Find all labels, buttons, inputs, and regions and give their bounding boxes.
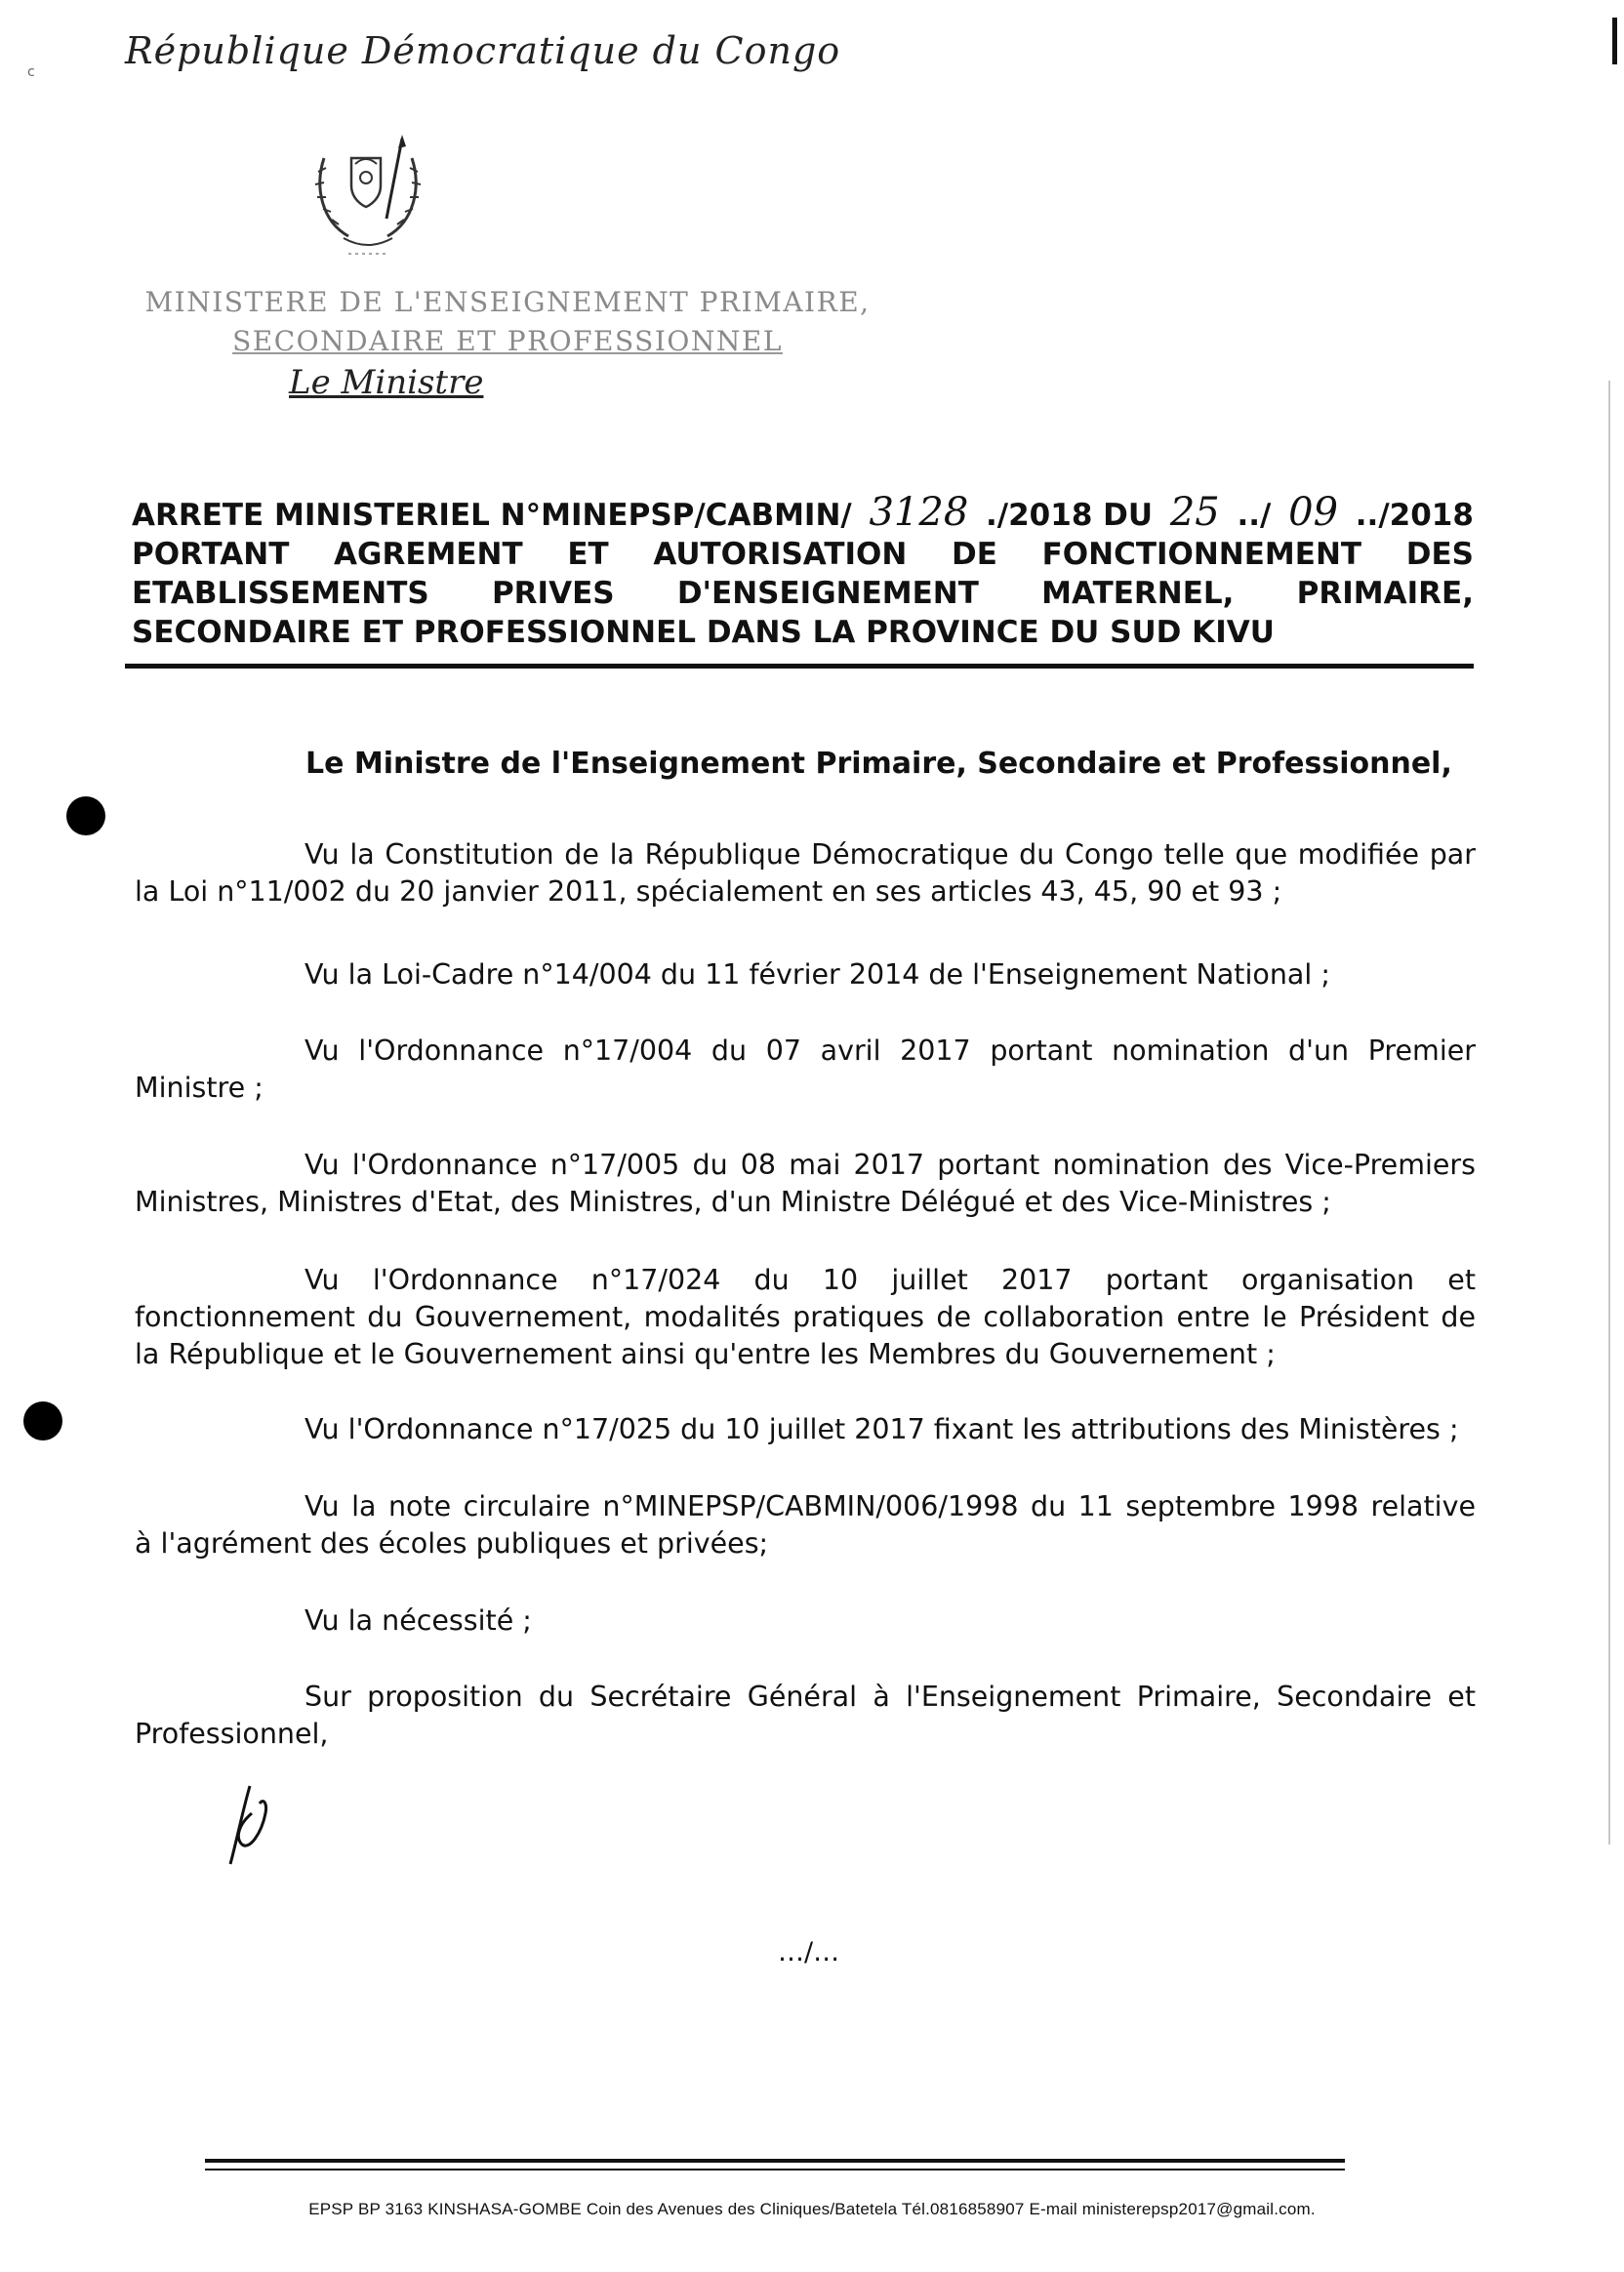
title-word: ETABLISSEMENTS [132, 576, 429, 611]
ministry-name-line-2: SECONDAIRE ET PROFESSIONNEL [232, 325, 783, 357]
coat-of-arms-emblem [304, 129, 431, 265]
minister-preamble: Le Ministre de l'Enseignement Primaire, Secondaire et Professionnel, [305, 747, 1452, 781]
visa-proposition [135, 1679, 1476, 1753]
visa-ordonnance-vice-premiers [135, 1147, 1476, 1221]
paragraph-line: Vu la note circulaire n°MINEPSP/CABMIN/006/1998 du 11 septembre 1998 relative [304, 1490, 1476, 1522]
title-word: AUTORISATION [653, 537, 908, 572]
decree-title [132, 490, 1474, 652]
title-line-3 [132, 574, 1474, 613]
scan-edge-line [1608, 381, 1610, 1845]
title-word: AGREMENT [334, 537, 523, 572]
title-word: ET [567, 537, 609, 572]
title-word: PORTANT [132, 537, 290, 572]
ref-year: ./2018 DU [986, 498, 1154, 533]
paragraph-line: la République et le Gouvernement ainsi qu'entre les Membres du Gouvernement ; [135, 1338, 1276, 1370]
visa-ordonnance-attributions [135, 1411, 1476, 1448]
paragraph-line: Vu l'Ordonnance n°17/005 du 08 mai 2017 portant nomination des Vice-Premiers [304, 1149, 1476, 1181]
paragraph-line: Ministres, Ministres d'Etat, des Ministres, d'un Ministre Délégué et des Vice-Ministres ; [135, 1186, 1331, 1218]
paragraph-line: Vu l'Ordonnance n°17/004 du 07 avril 2017 portant nomination d'un Premier [304, 1035, 1476, 1067]
paragraph-line: à l'agrément des écoles publiques et privées; [135, 1527, 769, 1560]
title-word: MATERNEL, [1041, 576, 1235, 611]
visa-ordonnance-premier-ministre [135, 1033, 1476, 1107]
ref-number-handwritten: 3128 [869, 490, 969, 535]
ministry-name [127, 283, 888, 361]
visa-ordonnance-gouvernement [135, 1262, 1476, 1373]
visa-necessite [135, 1603, 1476, 1640]
paragraph-line: Professionnel, [135, 1718, 329, 1750]
punch-hole-mark [23, 1401, 62, 1440]
title-word: FONCTIONNEMENT [1041, 537, 1362, 572]
decree-reference [132, 490, 1474, 535]
paragraph-line: Vu l'Ordonnance n°17/025 du 10 juillet 2017 fixant les attributions des Ministères ; [304, 1413, 1459, 1445]
paragraph-line: Vu la Constitution de la République Démocratique du Congo telle que modifiée par [304, 838, 1476, 871]
title-word: PRIVES [491, 576, 615, 611]
paragraph-line: la Loi n°11/002 du 20 janvier 2011, spécialement en ses articles 43, 45, 90 et 93 ; [135, 875, 1282, 908]
ref-month-handwritten: 09 [1288, 490, 1339, 535]
ref-end: ../2018 [1355, 498, 1474, 533]
title-line-4: SECONDAIRE ET PROFESSIONNEL DANS LA PROVINCE DU SUD KIVU [132, 615, 1275, 650]
paragraph-line: fonctionnement du Gouvernement, modalités pratiques de collaboration entre le Président de [135, 1301, 1476, 1333]
footer-rule [205, 2159, 1345, 2163]
paragraph-line: Vu l'Ordonnance n°17/024 du 10 juillet 2017 portant organisation et [304, 1264, 1476, 1296]
ministry-name-line-1: MINISTERE DE L'ENSEIGNEMENT PRIMAIRE, [144, 286, 871, 318]
paragraph-line: Sur proposition du Secrétaire Général à l'Enseignement Primaire, Secondaire et [304, 1681, 1476, 1713]
title-word: PRIMAIRE, [1296, 576, 1474, 611]
title-word: DES [1405, 537, 1474, 572]
paragraph-line: Ministre ; [135, 1072, 264, 1104]
title-word: D'ENSEIGNEMENT [676, 576, 979, 611]
title-word: DE [952, 537, 997, 572]
paragraph-line: Vu la Loi-Cadre n°14/004 du 11 février 2014 de l'Enseignement National ; [304, 958, 1330, 991]
footer-rule-thin [205, 2169, 1345, 2171]
visa-note-circulaire [135, 1488, 1476, 1562]
ref-prefix: ARRETE MINISTERIEL N°MINEPSP/CABMIN/ [132, 498, 852, 533]
visa-loi-cadre [135, 956, 1476, 994]
title-underline [125, 664, 1474, 669]
le-ministre-signature-heading: Le Ministre [289, 363, 484, 402]
republic-heading: République Démocratique du Congo [125, 29, 841, 72]
ref-day-handwritten: 25 [1169, 490, 1220, 535]
margin-mark: c [27, 64, 35, 80]
footer-contact: EPSP BP 3163 KINSHASA-GOMBE Coin des Avenues des Cliniques/Batetela Tél.0816858907 E-mail ministerepsp2017@gmail.com. [308, 2200, 1316, 2218]
title-line-2 [132, 535, 1474, 574]
handwritten-initial [223, 1774, 281, 1872]
page-continuation-mark: …/… [778, 1937, 840, 1968]
paragraph-line: Vu la nécessité ; [304, 1604, 532, 1637]
visa-constitution [135, 836, 1476, 911]
punch-hole-mark [66, 796, 105, 835]
ref-sep: ../ [1237, 498, 1272, 533]
scan-edge-mark [1612, 18, 1617, 64]
